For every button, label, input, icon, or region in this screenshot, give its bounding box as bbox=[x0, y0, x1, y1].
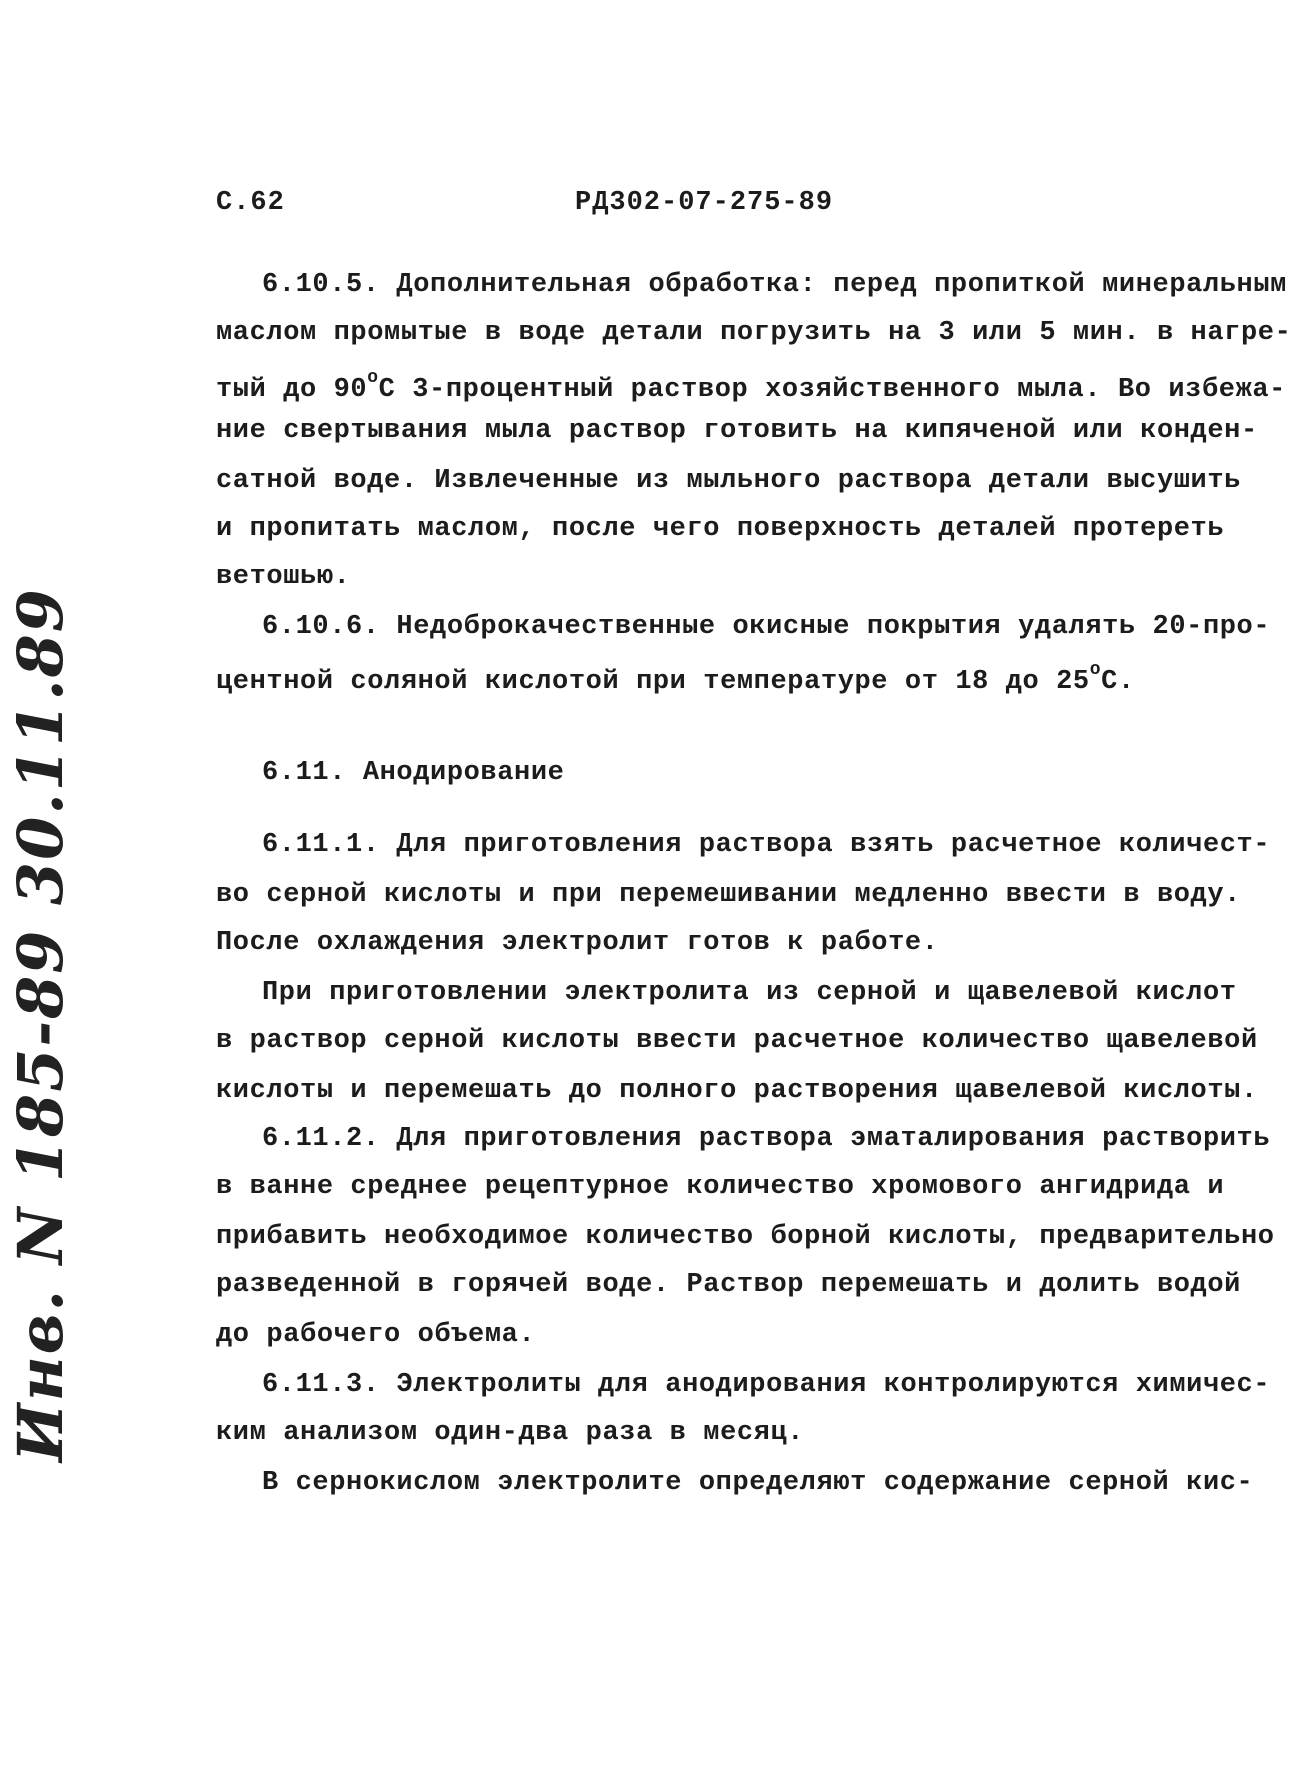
paragraph-line: до рабочего объема. bbox=[216, 1320, 536, 1350]
page-number: С.62 bbox=[216, 188, 285, 218]
paragraph-line: ние свертывания мыла раствор готовить на кипяченой или конден- bbox=[216, 416, 1258, 446]
text-fragment: С. bbox=[1101, 667, 1135, 697]
paragraph-line: 6.11.1. Для приготовления раствора взять расчетное количест- bbox=[262, 830, 1271, 860]
paragraph-line bbox=[216, 368, 1286, 405]
paragraph-line: сатной воде. Извлеченные из мыльного раствора детали высушить bbox=[216, 466, 1241, 496]
paragraph-line: 6.11.3. Электролиты для анодирования контролируются химичес- bbox=[262, 1370, 1271, 1400]
paragraph-line: 6.10.5. Дополнительная обработка: перед пропиткой минеральным bbox=[262, 270, 1287, 300]
paragraph-line: во серной кислоты и при перемешивании медленно ввести в воду. bbox=[216, 880, 1241, 910]
degree-superscript: о bbox=[367, 368, 379, 388]
text-fragment: С 3-процентный раствор хозяйственного мыла. Во избежа- bbox=[378, 375, 1286, 405]
paragraph-line: кислоты и перемешать до полного растворения щавелевой кислоты. bbox=[216, 1076, 1258, 1106]
text-fragment: тый до 90 bbox=[216, 375, 368, 405]
paragraph-line: маслом промытые в воде детали погрузить на 3 или 5 мин. в нагре- bbox=[216, 318, 1292, 348]
section-heading: 6.11. Анодирование bbox=[262, 758, 565, 788]
handwritten-inventory-note: Инв. N 185-89 30.11.89 bbox=[4, 587, 77, 1462]
paragraph-line: ким анализом один-два раза в месяц. bbox=[216, 1418, 805, 1448]
paragraph-line: 6.10.6. Недоброкачественные окисные покрытия удалять 20-про- bbox=[262, 612, 1271, 642]
document-code: РД302-07-275-89 bbox=[575, 188, 834, 218]
paragraph-line: в ванне среднее рецептурное количество хромового ангидрида и bbox=[216, 1172, 1225, 1202]
paragraph-line: прибавить необходимое количество борной кислоты, предварительно bbox=[216, 1222, 1275, 1252]
text-fragment: центной соляной кислотой при температуре от 18 до 25 bbox=[216, 667, 1090, 697]
paragraph-line: разведенной в горячей воде. Раствор перемешать и долить водой bbox=[216, 1270, 1241, 1300]
paragraph-line: в раствор серной кислоты ввести расчетное количество щавелевой bbox=[216, 1026, 1258, 1056]
paragraph-line: В сернокислом электролите определяют содержание серной кис- bbox=[262, 1468, 1254, 1498]
paragraph-line: ветошью. bbox=[216, 562, 351, 592]
paragraph-line: 6.11.2. Для приготовления раствора эматалирования растворить bbox=[262, 1124, 1271, 1154]
degree-superscript: о bbox=[1089, 660, 1102, 680]
paragraph-line: При приготовлении электролита из серной и щавелевой кислот bbox=[262, 978, 1237, 1008]
paragraph-line: После охлаждения электролит готов к работе. bbox=[216, 928, 939, 958]
paragraph-line: и пропитать маслом, после чего поверхность деталей протереть bbox=[216, 514, 1225, 544]
paragraph-line bbox=[216, 660, 1135, 697]
